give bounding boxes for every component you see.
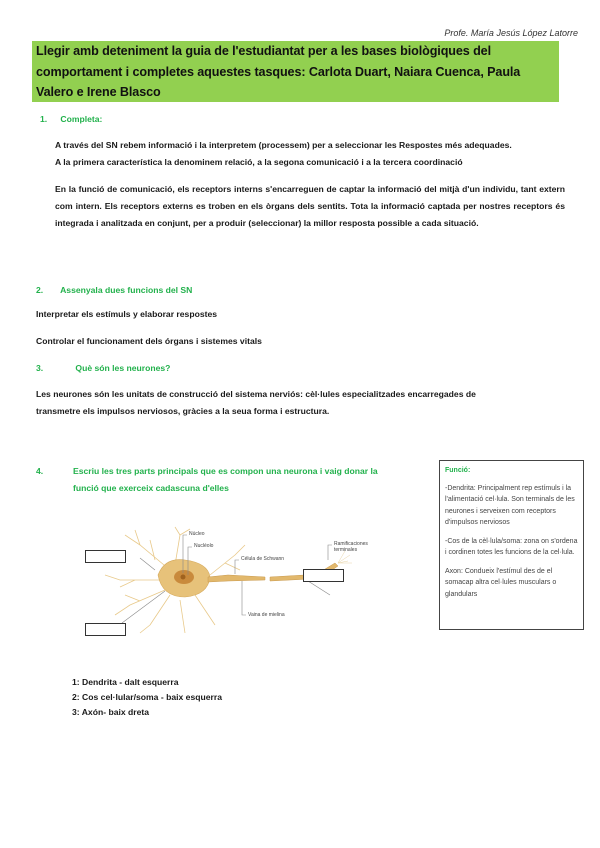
- function-axon: Axon: Condueix l'estímul des de el somacap altra cel·lules musculars o glandulars: [445, 567, 557, 598]
- q1-paragraph-1: [55, 137, 565, 171]
- question-number: 2.: [36, 285, 44, 295]
- q1-line-2: A la primera característica la denominem relació, a la segona comunicació i a la tercera coordinació: [55, 157, 463, 167]
- question-1-heading: [40, 114, 102, 124]
- q1-paragraph-2: En la funció de comunicació, els receptors interns s'encarreguen de captar la informació del mitjà d'un individu, tant extern com intern. Els receptors externs es troben en els òrgans dels sentits. Tota la informació captada per nostres receptors és integrada i analitzada en conjunt, per a produir (seleccionar) la millor resposta possible a cada situació.: [55, 184, 565, 228]
- label-nucleo: Núcleo: [189, 531, 205, 537]
- q4-answer-2: 2: Cos cel·lular/soma - baix esquerra: [72, 692, 222, 702]
- assignment-banner: [32, 41, 559, 102]
- answer-box-axon[interactable]: [303, 569, 344, 582]
- q3-line-1: Les neurones són les unitats de construcció del sistema nerviós: cèl·lules especialitzades encarregades de: [36, 389, 476, 399]
- function-soma: -Cos de la cèl·lula/soma: zona on s'ordena i cordinen totes les funcions de la cel·lula.: [445, 537, 578, 556]
- question-title: Assenyala dues funcions del SN: [60, 285, 193, 295]
- function-notes-box: [439, 460, 584, 630]
- q4-answer-3: 3: Axón- baix dreta: [72, 707, 150, 717]
- q3-answer: [36, 386, 566, 420]
- label-nucleolo: Nucléolo: [194, 543, 214, 549]
- q3-line-2: transmetre els impulsos nerviosos, gràcies a la seua forma i estructura.: [36, 406, 330, 416]
- q4-answers: [72, 675, 222, 720]
- function-dendrite: -Dendrita: Principalment rep estímuls i la l'alimentació cel·lula. Son terminals de les neurones i serveixen com receptors d'impulsos nerviosos: [445, 484, 575, 526]
- question-4-heading: [36, 463, 378, 497]
- q4-answer-1: 1: Dendrita - dalt esquerra: [72, 677, 179, 687]
- q2-answer-1: Interpretar els estímuls y elaborar respostes: [36, 309, 218, 319]
- question-title: Completa:: [60, 114, 103, 124]
- question-number: 3.: [36, 363, 44, 373]
- answer-box-dendrite[interactable]: [85, 550, 126, 563]
- question-3-heading: [36, 363, 170, 373]
- label-vaina: Vaina de mielina: [248, 612, 285, 618]
- function-box-title: Funció:: [445, 467, 471, 474]
- label-ramificaciones: Ramificaciones terminales: [334, 541, 368, 553]
- answer-box-soma[interactable]: [85, 623, 126, 636]
- q1-line-1: A través del SN rebem informació i la interpretem (processem) per a seleccionar les Respostes més adequades.: [55, 140, 512, 150]
- question-title-line-1: Escriu les tres parts principals que es compon una neurona i vaig donar la: [73, 466, 378, 476]
- question-title: Què són les neurones?: [75, 363, 171, 373]
- question-title-line-2: funció que exerceix cadascuna d'elles: [73, 483, 229, 493]
- author-name: Profe. María Jesús López Latorre: [444, 28, 578, 38]
- neuron-diagram: [80, 525, 380, 635]
- question-2-heading: [36, 285, 192, 295]
- q2-answer-2: Controlar el funcionament dels órgans i sistemes vitals: [36, 336, 262, 346]
- question-number: 4.: [36, 466, 44, 476]
- label-schwann: Célula de Schwann: [241, 556, 285, 562]
- question-number: 1.: [40, 114, 48, 124]
- banner-title: Llegir amb deteniment la guia de l'estudiantat per a les bases biològiques del comportament i completes aquestes tasques: Carlota Duart, Naiara Cuenca, Paula Valero e Irene Blasco: [36, 44, 521, 99]
